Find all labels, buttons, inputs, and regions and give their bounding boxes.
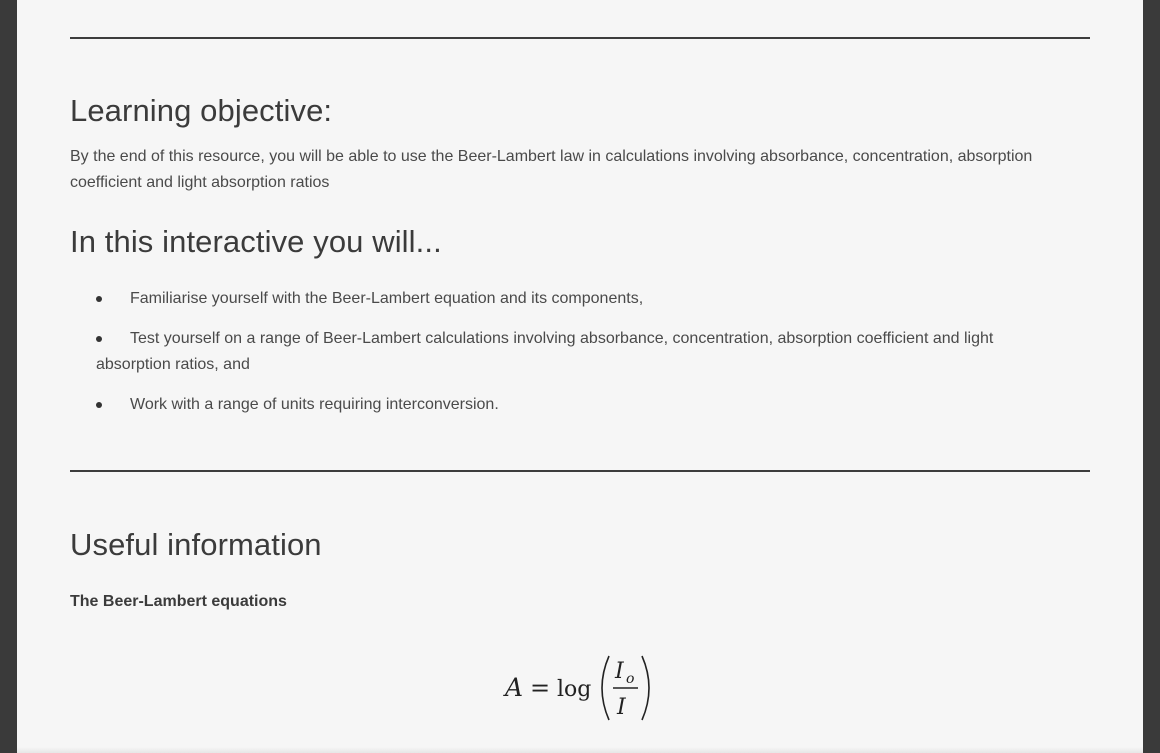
equation-numerator-subscript: o bbox=[626, 671, 635, 687]
learning-objective-heading: Learning objective: bbox=[70, 93, 333, 128]
learning-objective-text: By the end of this resource, you will be able to use the Beer-Lambert law in calculations involving absorbance, concentration, absorption coefficient and light absorption ratios bbox=[70, 148, 1033, 191]
objectives-list bbox=[96, 286, 1056, 432]
equation-denominator: I bbox=[617, 695, 626, 720]
equations-subheading: The Beer-Lambert equations bbox=[70, 593, 287, 610]
interactive-heading: In this interactive you will... bbox=[70, 224, 442, 259]
list-item-text: Work with a range of units requiring interconversion. bbox=[130, 396, 499, 413]
list-item bbox=[96, 286, 1056, 312]
list-item-text: Test yourself on a range of Beer-Lambert calculations involving absorbance, concentration, absorption coefficient and light absorption ratios, and bbox=[96, 330, 994, 373]
beer-lambert-equation bbox=[497, 650, 697, 725]
equation-numerator: I bbox=[615, 659, 624, 684]
equation-log: log bbox=[557, 677, 592, 702]
list-item bbox=[96, 326, 1056, 378]
left-paren bbox=[602, 656, 609, 720]
document-page bbox=[17, 0, 1143, 753]
equation-lhs: A bbox=[505, 673, 524, 702]
useful-information-heading: Useful information bbox=[70, 527, 322, 562]
list-item-text: Familiarise yourself with the Beer-Lambert equation and its components, bbox=[130, 290, 644, 307]
bullet-icon bbox=[96, 402, 102, 408]
page-bottom-edge bbox=[17, 747, 1143, 753]
bullet-icon bbox=[96, 336, 102, 342]
divider-top bbox=[70, 37, 1090, 39]
equation-equals: = bbox=[530, 674, 551, 702]
divider-middle bbox=[70, 470, 1090, 472]
right-paren bbox=[642, 656, 649, 720]
bullet-icon bbox=[96, 296, 102, 302]
list-item bbox=[96, 392, 1056, 418]
